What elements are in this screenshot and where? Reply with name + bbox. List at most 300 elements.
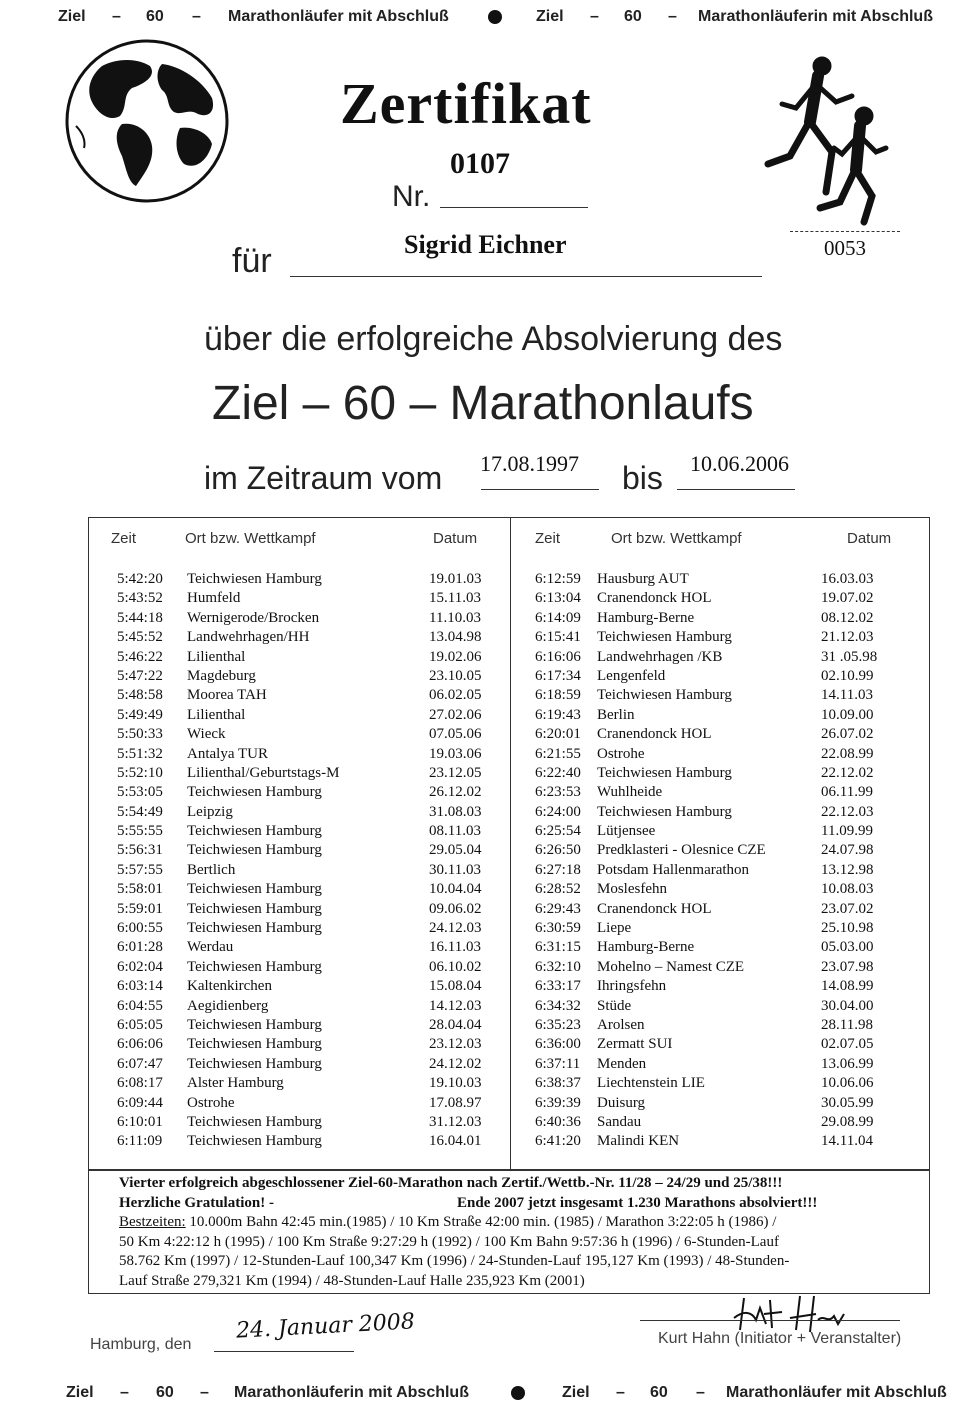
period-start: 17.08.1997 — [480, 451, 579, 476]
location-cell: Lilienthal — [187, 648, 246, 665]
date-cell: 09.06.02 — [429, 900, 482, 917]
time-cell: 5:54:49 — [117, 803, 163, 820]
period-end: 10.06.2006 — [690, 451, 789, 476]
time-cell: 5:42:20 — [117, 571, 163, 587]
time-cell: 6:28:52 — [535, 881, 581, 898]
location-cell: Ostrohe — [597, 745, 645, 762]
location-cell: Liepe — [597, 920, 632, 937]
signature-underline — [640, 1320, 900, 1321]
table-row — [535, 570, 925, 589]
table-row — [117, 725, 507, 744]
location-cell: Alster Hamburg — [187, 1075, 284, 1092]
location-cell: Teichwiesen Hamburg — [187, 1036, 322, 1053]
date-cell: 13.12.98 — [821, 861, 874, 878]
location-cell: Sandau — [597, 1113, 642, 1130]
location-cell: Wernigerode/Brocken — [187, 609, 320, 626]
date-cell: 19.10.03 — [429, 1075, 482, 1092]
table-row — [117, 938, 507, 957]
band-word-ziel: Ziel — [58, 8, 86, 25]
time-cell: 5:49:49 — [117, 706, 163, 723]
time-cell: 6:32:10 — [535, 958, 581, 975]
date-cell: 07.05.06 — [429, 726, 482, 743]
time-cell: 5:43:52 — [117, 590, 163, 607]
band-label: Marathonläuferin mit Abschluß — [234, 1384, 469, 1401]
time-cell: 6:27:18 — [535, 861, 581, 878]
band-dash: – — [668, 8, 677, 25]
table-row — [117, 1132, 507, 1151]
time-cell: 5:56:31 — [117, 842, 163, 859]
time-cell: 6:39:39 — [535, 1094, 581, 1111]
nr-underline — [440, 207, 588, 208]
table-row — [117, 1074, 507, 1093]
date-cell: 02.07.05 — [821, 1036, 874, 1053]
table-row — [535, 609, 925, 628]
location-cell: Teichwiesen Hamburg — [187, 958, 322, 975]
band-number: 60 — [650, 1384, 668, 1401]
table-row — [535, 1055, 925, 1074]
location-cell: Menden — [597, 1055, 647, 1072]
time-cell: 5:55:55 — [117, 823, 163, 840]
date-cell: 16.04.01 — [429, 1133, 482, 1150]
date-cell: 08.11.03 — [429, 823, 481, 840]
location-cell: Duisurg — [597, 1094, 646, 1111]
table-row — [117, 880, 507, 899]
time-cell: 5:46:22 — [117, 648, 163, 665]
time-cell: 6:16:06 — [535, 648, 581, 665]
date-cell: 14.08.99 — [821, 978, 874, 995]
table-row — [117, 861, 507, 880]
table-row — [535, 783, 925, 802]
period-start-underline — [481, 489, 599, 490]
table-row — [117, 783, 507, 802]
time-cell: 6:14:09 — [535, 609, 581, 626]
band-label: Marathonläufer mit Abschluß — [726, 1384, 947, 1401]
location-cell: Mohelno – Namest CZE — [597, 958, 745, 975]
bullet-dot — [488, 10, 502, 24]
location-cell: Lengenfeld — [597, 667, 666, 684]
date-cell: 10.06.06 — [821, 1075, 874, 1092]
time-cell: 6:11:09 — [117, 1133, 163, 1150]
member-underline — [790, 231, 900, 232]
table-row — [117, 919, 507, 938]
band-number: 60 — [156, 1384, 174, 1401]
handwritten-date: 24. Januar 2008 — [235, 1309, 416, 1344]
date-cell: 16.11.03 — [429, 939, 481, 956]
time-cell: 6:19:43 — [535, 706, 581, 723]
header-ort-right: Ort bzw. Wettkampf — [611, 530, 742, 547]
date-cell: 30.05.99 — [821, 1094, 874, 1111]
table-row — [535, 648, 925, 667]
time-cell: 6:05:05 — [117, 1016, 163, 1033]
table-row — [117, 609, 507, 628]
date-cell: 15.11.03 — [429, 590, 481, 607]
time-cell: 6:40:36 — [535, 1113, 581, 1130]
date-cell: 26.12.02 — [429, 784, 482, 801]
date-cell: 19.07.02 — [821, 590, 874, 607]
table-row — [535, 997, 925, 1016]
date-cell: 06.11.99 — [821, 784, 873, 801]
band-dash: – — [192, 8, 201, 25]
date-underline — [214, 1351, 354, 1352]
table-row — [535, 1094, 925, 1113]
table-row — [535, 900, 925, 919]
band-word-ziel: Ziel — [66, 1384, 94, 1401]
table-row — [117, 803, 507, 822]
location-cell: Liechtenstein LIE — [597, 1075, 705, 1092]
location-cell: Ihringsfehn — [597, 978, 667, 995]
location-cell: Teichwiesen Hamburg — [187, 571, 322, 587]
location-cell: Predklasteri - Olesnice CZE — [597, 842, 766, 859]
time-cell: 6:01:28 — [117, 939, 163, 956]
date-cell: 14.11.03 — [821, 687, 873, 704]
time-cell: 6:35:23 — [535, 1016, 581, 1033]
location-cell: Teichwiesen Hamburg — [597, 803, 732, 820]
band-dash: – — [200, 1384, 209, 1401]
period-end-underline — [677, 489, 795, 490]
time-cell: 6:22:40 — [535, 764, 581, 781]
signer-label: Kurt Hahn (Initiator + Veranstalter) — [658, 1330, 902, 1347]
bestzeiten-label: Bestzeiten: — [119, 1214, 186, 1231]
total-marathons-text: Ende 2007 jetzt insgesamt 1.230 Marathons absolviert!!! — [457, 1194, 818, 1211]
time-cell: 6:37:11 — [535, 1055, 581, 1072]
bottom-band — [0, 1376, 963, 1410]
time-cell: 6:26:50 — [535, 842, 581, 859]
header-datum-left: Datum — [433, 530, 478, 547]
location-cell: Landwehrhagen /KB — [597, 648, 723, 665]
header-ort-left: Ort bzw. Wettkampf — [185, 530, 316, 547]
date-cell: 29.08.99 — [821, 1113, 874, 1130]
date-cell: 08.12.02 — [821, 609, 874, 626]
time-cell: 6:33:17 — [535, 978, 581, 995]
table-row — [117, 628, 507, 647]
table-row — [117, 667, 507, 686]
table-row — [117, 706, 507, 725]
table-row — [535, 919, 925, 938]
date-cell: 23.12.03 — [429, 1036, 482, 1053]
band-dash: – — [616, 1384, 625, 1401]
table-row — [535, 725, 925, 744]
right-race-list — [535, 570, 925, 1152]
location-cell: Teichwiesen Hamburg — [187, 1133, 322, 1150]
location-cell: Kaltenkirchen — [187, 978, 272, 995]
location-cell: Teichwiesen Hamburg — [187, 900, 322, 917]
table-row — [535, 861, 925, 880]
time-cell: 6:12:59 — [535, 571, 581, 587]
location-cell: Lütjensee — [597, 823, 656, 840]
table-row — [535, 628, 925, 647]
table-row — [117, 589, 507, 608]
location-cell: Cranendonck HOL — [597, 726, 712, 743]
time-cell: 6:20:01 — [535, 726, 581, 743]
time-cell: 5:59:01 — [117, 900, 163, 917]
location-cell: Ostrohe — [187, 1094, 235, 1111]
table-row — [117, 977, 507, 996]
table-row — [117, 958, 507, 977]
nr-label: Nr. — [392, 180, 431, 213]
time-cell: 6:41:20 — [535, 1133, 581, 1150]
location-cell: Magdeburg — [187, 667, 256, 684]
bis-label: bis — [622, 460, 663, 496]
date-cell: 11.09.99 — [821, 823, 873, 840]
location-cell: Hausburg AUT — [597, 571, 689, 587]
time-cell: 6:31:15 — [535, 939, 581, 956]
date-cell: 23.07.98 — [821, 958, 874, 975]
table-row — [535, 803, 925, 822]
date-cell: 14.12.03 — [429, 997, 482, 1014]
table-row — [535, 938, 925, 957]
location-cell: Arolsen — [597, 1016, 645, 1033]
band-dash: – — [120, 1384, 129, 1401]
location-cell: Teichwiesen Hamburg — [187, 842, 322, 859]
time-cell: 5:58:01 — [117, 881, 163, 898]
time-cell: 6:17:34 — [535, 667, 581, 684]
time-cell: 6:36:00 — [535, 1036, 581, 1053]
table-row — [117, 1113, 507, 1132]
location-cell: Humfeld — [187, 590, 241, 607]
time-cell: 6:07:47 — [117, 1055, 163, 1072]
table-row — [535, 1113, 925, 1132]
date-cell: 29.05.04 — [429, 842, 482, 859]
date-cell: 10.04.04 — [429, 881, 482, 898]
table-row — [117, 745, 507, 764]
table-row — [535, 1074, 925, 1093]
time-cell: 5:50:33 — [117, 726, 163, 743]
header-datum-right: Datum — [847, 530, 892, 547]
location-cell: Teichwiesen Hamburg — [597, 764, 732, 781]
time-cell: 6:00:55 — [117, 920, 163, 937]
date-cell: 05.03.00 — [821, 939, 874, 956]
location-cell: Teichwiesen Hamburg — [187, 1055, 322, 1072]
date-cell: 22.12.03 — [821, 803, 874, 820]
time-cell: 6:02:04 — [117, 958, 163, 975]
location-cell: Teichwiesen Hamburg — [187, 920, 322, 937]
congratulation-text: Herzliche Gratulation! - — [119, 1194, 274, 1211]
time-cell: 6:18:59 — [535, 687, 581, 704]
table-row — [117, 1055, 507, 1074]
date-cell: 23.10.05 — [429, 667, 482, 684]
table-row — [535, 589, 925, 608]
intro-line-2: Ziel – 60 – Marathonlaufs — [212, 377, 754, 430]
location-cell: Teichwiesen Hamburg — [597, 629, 732, 646]
band-label: Marathonläufer mit Abschluß — [228, 8, 449, 25]
date-cell: 02.10.99 — [821, 667, 874, 684]
place-label: Hamburg, den — [90, 1336, 192, 1353]
note-line-3 — [119, 1213, 929, 1233]
left-race-list — [117, 570, 507, 1152]
bullet-dot — [511, 1386, 525, 1400]
band-label: Marathonläuferin mit Abschluß — [698, 8, 933, 25]
time-cell: 5:51:32 — [117, 745, 163, 762]
date-cell: 30.11.03 — [429, 861, 481, 878]
table-row — [535, 706, 925, 725]
date-cell: 11.10.03 — [429, 609, 481, 626]
note-line-1: Vierter erfolgreich abgeschlossener Ziel-60-Marathon nach Zertif./Wettb.-Nr. 11/28 – 24/29 und 25/38!!! — [119, 1175, 783, 1191]
location-cell: Zermatt SUI — [597, 1036, 673, 1053]
time-cell: 6:24:00 — [535, 803, 581, 820]
table-row — [535, 686, 925, 705]
date-cell: 27.02.06 — [429, 706, 482, 723]
time-cell: 6:23:53 — [535, 784, 581, 801]
achievement-note — [88, 1170, 930, 1294]
band-dash: – — [590, 8, 599, 25]
table-divider — [510, 518, 511, 1169]
table-row — [535, 764, 925, 783]
location-cell: Teichwiesen Hamburg — [187, 784, 322, 801]
date-cell: 23.07.02 — [821, 900, 874, 917]
time-cell: 6:13:04 — [535, 590, 581, 607]
date-cell: 14.11.04 — [821, 1133, 873, 1150]
header-zeit-right: Zeit — [535, 530, 561, 547]
date-cell: 19.03.06 — [429, 745, 482, 762]
location-cell: Teichwiesen Hamburg — [187, 1016, 322, 1033]
table-row — [535, 667, 925, 686]
location-cell: Moslesfehn — [597, 881, 667, 898]
location-cell: Teichwiesen Hamburg — [597, 687, 732, 704]
table-row — [535, 977, 925, 996]
date-cell: 17.08.97 — [429, 1094, 482, 1111]
location-cell: Moorea TAH — [187, 687, 267, 704]
band-word-ziel: Ziel — [562, 1384, 590, 1401]
location-cell: Wieck — [187, 726, 226, 743]
top-band — [0, 0, 963, 34]
time-cell: 6:34:32 — [535, 997, 581, 1014]
runners-icon — [760, 52, 890, 227]
date-cell: 24.12.03 — [429, 920, 482, 937]
fuer-label: für — [232, 242, 272, 280]
member-number: 0053 — [824, 236, 866, 260]
time-cell: 6:15:41 — [535, 629, 581, 646]
period-label: im Zeitraum vom — [204, 460, 443, 496]
date-cell: 13.06.99 — [821, 1055, 874, 1072]
date-cell: 30.04.00 — [821, 997, 874, 1014]
intro-line-1: über die erfolgreiche Absolvierung des — [204, 320, 783, 358]
time-cell: 5:45:52 — [117, 629, 163, 646]
time-cell: 6:04:55 — [117, 997, 163, 1014]
time-cell: 6:06:06 — [117, 1036, 163, 1053]
location-cell: Potsdam Hallenmarathon — [597, 861, 750, 878]
location-cell: Berlin — [597, 706, 635, 723]
date-cell: 25.10.98 — [821, 920, 874, 937]
time-cell: 6:10:01 — [117, 1113, 163, 1130]
time-cell: 5:47:22 — [117, 667, 163, 684]
table-row — [535, 1132, 925, 1151]
time-cell: 6:21:55 — [535, 745, 581, 762]
date-cell: 23.12.05 — [429, 764, 482, 781]
date-cell: 10.08.03 — [821, 881, 874, 898]
location-cell: Wuhlheide — [597, 784, 663, 801]
name-underline — [290, 276, 762, 277]
location-cell: Stüde — [597, 997, 632, 1014]
time-cell: 6:03:14 — [117, 978, 163, 995]
certificate-number: 0107 — [450, 147, 510, 180]
table-row — [117, 822, 507, 841]
date-cell: 06.10.02 — [429, 958, 482, 975]
location-cell: Teichwiesen Hamburg — [187, 823, 322, 840]
location-cell: Werdau — [187, 939, 234, 956]
date-cell: 22.12.02 — [821, 764, 874, 781]
table-row — [117, 1094, 507, 1113]
band-number: 60 — [624, 8, 642, 25]
table-row — [535, 822, 925, 841]
location-cell: Hamburg-Berne — [597, 939, 695, 956]
table-row — [535, 841, 925, 860]
time-cell: 6:29:43 — [535, 900, 581, 917]
table-row — [117, 997, 507, 1016]
location-cell: Cranendonck HOL — [597, 590, 712, 607]
date-cell: 31 .05.98 — [821, 648, 878, 665]
note-line-5: 58.762 Km (1997) / 12-Stunden-Lauf 100,347 Km (1996) / 24-Stunden-Lauf 195,127 Km (1993) / 48-Stunden- — [119, 1253, 790, 1270]
date-cell: 15.08.04 — [429, 978, 482, 995]
band-dash: – — [112, 8, 121, 25]
location-cell: Hamburg-Berne — [597, 609, 695, 626]
date-cell: 31.08.03 — [429, 803, 482, 820]
location-cell: Lilienthal — [187, 706, 246, 723]
date-cell: 21.12.03 — [821, 629, 874, 646]
time-cell: 5:48:58 — [117, 687, 163, 704]
date-cell: 16.03.03 — [821, 571, 874, 587]
location-cell: Malindi KEN — [597, 1133, 680, 1150]
date-cell: 06.02.05 — [429, 687, 482, 704]
date-cell: 26.07.02 — [821, 726, 874, 743]
table-row — [117, 570, 507, 589]
time-cell: 6:08:17 — [117, 1075, 163, 1092]
location-cell: Antalya TUR — [187, 745, 268, 762]
date-cell: 31.12.03 — [429, 1113, 482, 1130]
certificate-title: Zertifikat — [340, 71, 592, 136]
time-cell: 6:09:44 — [117, 1094, 163, 1111]
date-cell: 28.11.98 — [821, 1016, 873, 1033]
date-cell: 19.02.06 — [429, 648, 482, 665]
header-zeit-left: Zeit — [111, 530, 137, 547]
recipient-name: Sigrid Eichner — [404, 230, 567, 259]
date-cell: 10.09.00 — [821, 706, 874, 723]
location-cell: Cranendonck HOL — [597, 900, 712, 917]
location-cell: Landwehrhagen/HH — [187, 629, 310, 646]
table-row — [117, 648, 507, 667]
table-row — [535, 880, 925, 899]
time-cell: 6:25:54 — [535, 823, 581, 840]
table-row — [535, 745, 925, 764]
table-row — [535, 1016, 925, 1035]
note-line-2 — [119, 1194, 929, 1214]
table-row — [117, 900, 507, 919]
band-dash: – — [696, 1384, 705, 1401]
bestzeiten-line-1: 10.000m Bahn 42:45 min.(1985) / 10 Km Straße 42:00 min. (1985) / Marathon 3:22:05 h (1986) / — [185, 1214, 777, 1231]
note-line-6: Lauf Straße 279,321 Km (1994) / 48-Stunden-Lauf Halle 235,923 Km (2001) — [119, 1272, 585, 1289]
band-word-ziel: Ziel — [536, 8, 564, 25]
location-cell: Aegidienberg — [187, 997, 269, 1014]
date-cell: 24.07.98 — [821, 842, 874, 859]
globe-icon — [62, 36, 232, 206]
time-cell: 5:53:05 — [117, 784, 163, 801]
location-cell: Lilienthal/Geburtstags-M — [187, 764, 340, 781]
location-cell: Teichwiesen Hamburg — [187, 881, 322, 898]
band-number: 60 — [146, 8, 164, 25]
table-row — [117, 764, 507, 783]
table-row — [117, 1035, 507, 1054]
marathon-table — [88, 517, 930, 1170]
date-cell: 22.08.99 — [821, 745, 874, 762]
location-cell: Teichwiesen Hamburg — [187, 1113, 322, 1130]
table-row — [117, 686, 507, 705]
date-cell: 24.12.02 — [429, 1055, 482, 1072]
table-row — [535, 958, 925, 977]
date-cell: 13.04.98 — [429, 629, 482, 646]
date-cell: 28.04.04 — [429, 1016, 482, 1033]
location-cell: Leipzig — [187, 803, 233, 820]
time-cell: 6:38:37 — [535, 1075, 581, 1092]
table-row — [117, 841, 507, 860]
